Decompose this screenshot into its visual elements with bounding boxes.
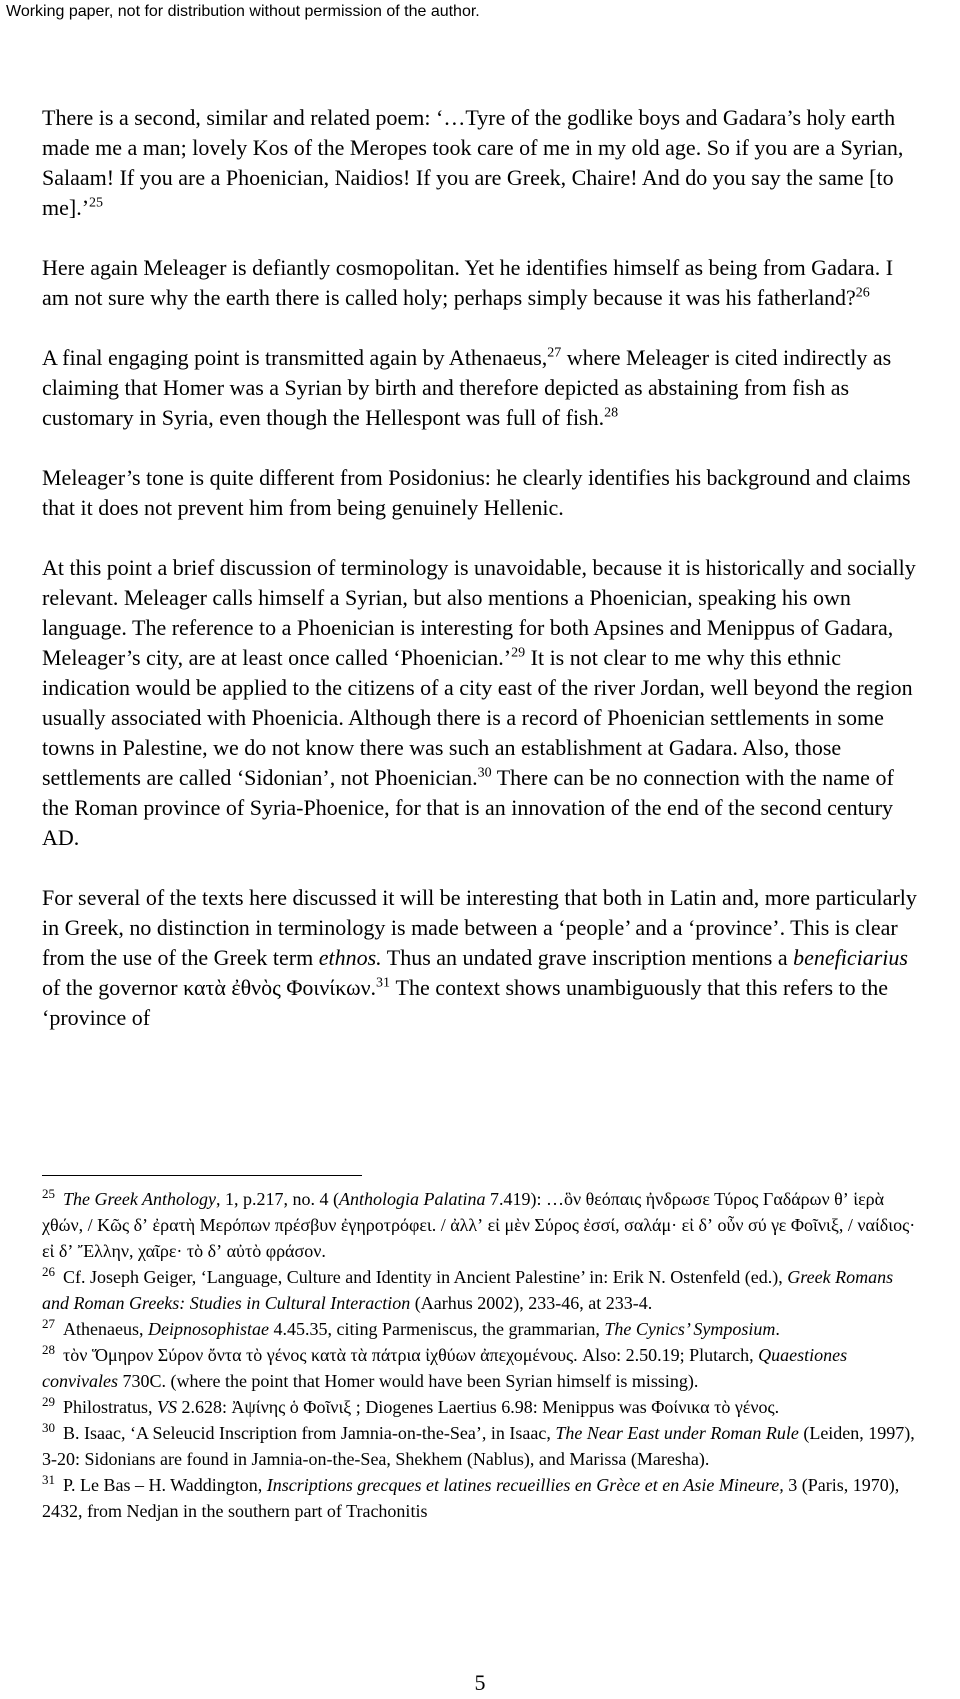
paragraph-text: of the governor κατὰ ἐθνὸς Φοινίκων. — [42, 975, 377, 1000]
footnote-ref-29[interactable]: 29 — [511, 645, 526, 661]
footnote-text: P. Le Bas – H. Waddington, — [63, 1475, 267, 1495]
footnote-number: 29 — [42, 1394, 55, 1409]
footnote-text: 2.628: Ἀψίνης ὁ Φοῖνιξ ; Diogenes Laertius 6.98: Menippus was Φοίνικα τὸ γένος. — [177, 1397, 780, 1417]
footnote-number: 30 — [42, 1420, 55, 1435]
footnote-number: 31 — [42, 1472, 55, 1487]
main-text — [42, 103, 922, 1033]
italic-title: The Near East under Roman Rule — [555, 1423, 799, 1443]
footnote-text: (Aarhus 2002), 233-46, at 233-4. — [410, 1293, 653, 1313]
footnote-31 — [42, 1472, 924, 1524]
paragraph-text: There is a second, similar and related poem: ‘…Tyre of the godlike boys and Gadara’s holy earth made me a man; lovely Kos of the Meropes took care of me in my old age. So if you are a Syrian, Salaam! If you are a Phoenician, Naidios! If you are Greek, Chaire! And do you say the same [to me].’ — [42, 105, 904, 220]
paragraph-text: Thus an undated grave inscription mentions a — [381, 945, 794, 970]
footnote-text: . — [775, 1319, 780, 1339]
italic-title: The Greek Anthology — [63, 1189, 216, 1209]
footnote-ref-27[interactable]: 27 — [547, 345, 562, 361]
italic-title: Inscriptions grecques et latines recueillies en Grèce et en Asie Mineure, — [266, 1475, 784, 1495]
paragraph-text: Here again Meleager is defiantly cosmopolitan. Yet he identifies himself as being from Gadara. I am not sure why the earth there is called holy; perhaps simply because it was his fatherland? — [42, 255, 894, 310]
paragraph-3 — [42, 343, 922, 433]
italic-title: Quaestiones convivales — [42, 1345, 848, 1391]
footnote-text: Cf. Joseph Geiger, ‘Language, Culture and Identity in Ancient Palestine’ in: Erik N. Ostenfeld (ed.), — [63, 1267, 788, 1287]
paragraph-4 — [42, 463, 922, 523]
footnote-26 — [42, 1264, 924, 1316]
footnote-ref-25[interactable]: 25 — [89, 195, 104, 211]
footnote-ref-31[interactable]: 31 — [376, 975, 391, 991]
footnote-text: (Leiden, 1997), 3-20: Sidonians are found in Jamnia-on-the-Sea, Shekhem (Nablus), and Marissa (Maresha). — [42, 1423, 915, 1469]
italic-title: The Cynics’ Symposium — [604, 1319, 776, 1339]
footnote-29 — [42, 1394, 924, 1420]
footnote-text: 7.419): …ὃν θεόπαις ἠνδρωσε Τύρος Γαδάρων θʼ ἱερὰ χθών, / Κῶς δʼ ἐρατὴ Μερόπων πρέσβυν ἐγηροτρόφει. / ἀλλʼ εἰ μὲν Σύρος ἐσσί, σαλάμ· εἰ δʼ οὖν σύ γε Φοῖνιξ, / ναίδιος· εἰ δʼ Ἔλλην, χαῖρε· τὸ δʼ αὐτὸ φράσον. — [42, 1189, 916, 1261]
footnote-number: 27 — [42, 1316, 55, 1331]
footnote-text: 4.45.35, citing Parmeniscus, the grammarian, — [268, 1319, 605, 1339]
footnote-text: B. Isaac, ‘A Seleucid Inscription from Jamnia-on-the-Sea’, in Isaac, — [63, 1423, 556, 1443]
footnote-ref-26[interactable]: 26 — [855, 285, 870, 301]
footnote-text: Philostratus, — [63, 1397, 158, 1417]
italic-term: ethnos. — [318, 945, 382, 970]
footnote-ref-28[interactable]: 28 — [604, 405, 619, 421]
footnote-text: , 1, p.217, no. 4 ( — [215, 1189, 339, 1209]
paragraph-text: Meleager’s tone is quite different from Posidonius: he clearly identifies his background and claims that it does not prevent him from being genuinely Hellenic. — [42, 465, 911, 520]
italic-title: Anthologia Palatina — [338, 1189, 486, 1209]
footnote-30 — [42, 1420, 924, 1472]
footnote-divider — [42, 1175, 362, 1176]
italic-title: Greek Romans and Roman Greeks: Studies in Cultural Interaction — [42, 1267, 894, 1313]
page-number: 5 — [474, 1670, 486, 1695]
paragraph-text: At this point a brief discussion of terminology is unavoidable, because it is historically and socially relevant. Meleager calls himself a Syrian, but also mentions a Phoenician, speaking his own language. The reference to a Phoenician is interesting for both Apsines and Menippus of Gadara, Meleager’s city, are at least once called ‘Phoenician.’ — [42, 555, 916, 670]
footnote-text: Athenaeus, — [63, 1319, 148, 1339]
italic-term: beneficiarius — [793, 945, 908, 970]
footnote-27 — [42, 1316, 924, 1342]
paragraph-5 — [42, 553, 922, 853]
paragraph-6 — [42, 883, 922, 1033]
paragraph-text: It is not clear to me why this ethnic indication would be applied to the citizens of a city east of the river Jordan, well beyond the region usually associated with Phoenicia. Although there is a record of Phoenician settlements in some towns in Palestine, we do not know there was such an establishment at Gadara. Also, those settlements are called ‘Sidonian’, not Phoenician. — [42, 645, 913, 790]
footnote-ref-30[interactable]: 30 — [477, 765, 492, 781]
footnotes — [42, 1186, 924, 1524]
footnote-text: τὸν Ὅμηρον Σύρον ὄντα τὸ γένος κατὰ τὰ πάτρια ἰχθύων ἀπεχομένους. Also: 2.50.19; Plutarch, — [63, 1345, 759, 1365]
paragraph-text: There can be no connection with the name of the Roman province of Syria-Phoenice, for that is an innovation of the end of the second century AD. — [42, 765, 894, 850]
running-header: Working paper, not for distribution without permission of the author. — [6, 3, 480, 20]
paragraph-2 — [42, 253, 922, 313]
footnote-number: 25 — [42, 1186, 55, 1201]
italic-title: VS — [157, 1397, 178, 1417]
paragraph-1 — [42, 103, 922, 223]
footnote-number: 28 — [42, 1342, 55, 1357]
paragraph-text: The context shows unambiguously that this refers to the ‘province of — [42, 975, 888, 1030]
footnote-28 — [42, 1342, 924, 1394]
paragraph-text: For several of the texts here discussed it will be interesting that both in Latin and, more particularly in Greek, no distinction in terminology is made between a ‘people’ and a ‘province’. This is clear from the use of the Greek term — [42, 885, 917, 970]
paragraph-text: where Meleager is cited indirectly as claiming that Homer was a Syrian by birth and therefore depicted as abstaining from fish as customary in Syria, even though the Hellespont was full of fish. — [42, 345, 892, 430]
paragraph-text: A final engaging point is transmitted again by Athenaeus, — [42, 345, 548, 370]
footnote-text: 730C. (where the point that Homer would have been Syrian himself is missing). — [117, 1371, 699, 1391]
footnote-number: 26 — [42, 1264, 55, 1279]
footnote-25 — [42, 1186, 924, 1264]
footnote-text: 3 (Paris, 1970), 2432, from Nedjan in the southern part of Trachonitis — [42, 1475, 900, 1521]
italic-title: Deipnosophistae — [147, 1319, 269, 1339]
